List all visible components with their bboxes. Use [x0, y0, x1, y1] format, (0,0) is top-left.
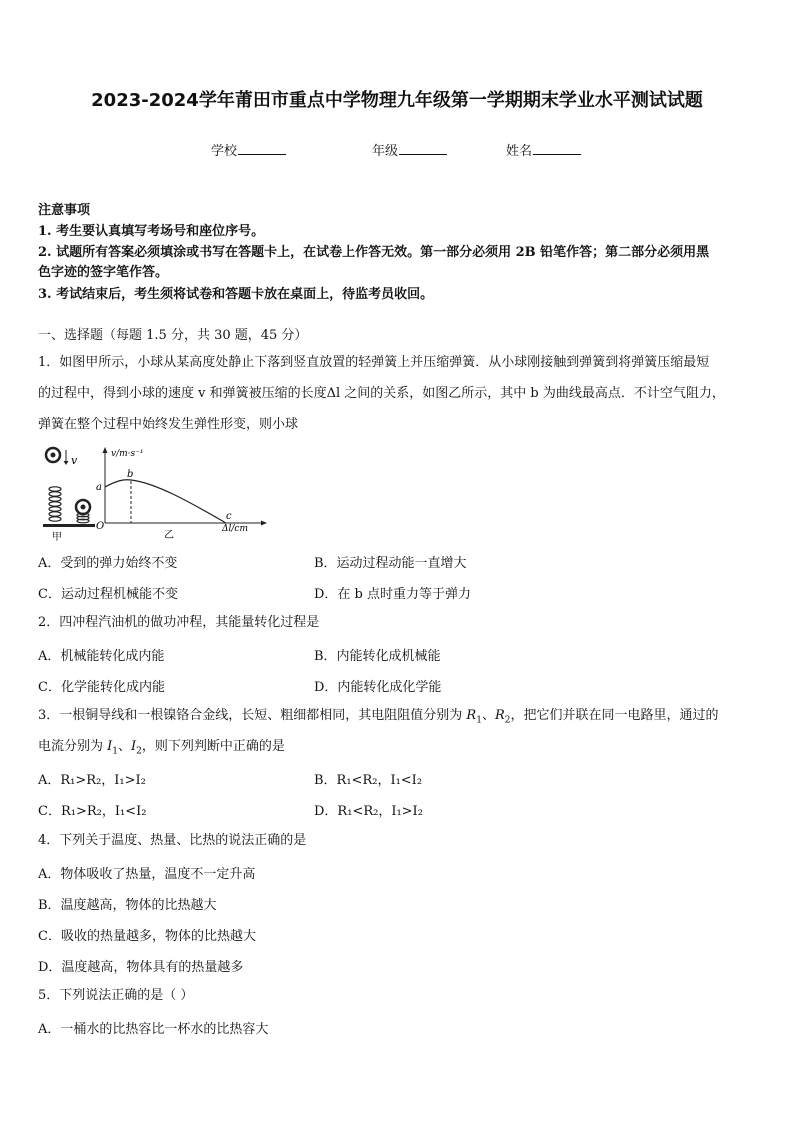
- q1-option-d[interactable]: D．在 b 点时重力等于弹力: [314, 587, 472, 602]
- grade-label: 年级: [372, 144, 399, 159]
- q3-option-b[interactable]: B．R₁<R₂，I₁<I₂: [314, 773, 423, 788]
- q1-option-a[interactable]: A．受到的弹力始终不变: [38, 556, 178, 571]
- q1-stem-line-2: 的过程中，得到小球的速度 v 和弹簧被压缩的长度Δl 之间的关系，如图乙所示，其中 b 为曲线最高点．不计空气阻力，: [38, 386, 725, 401]
- q3-option-c[interactable]: C．R₁>R₂，I₁<I₂: [38, 804, 147, 819]
- q3-option-a[interactable]: A．R₁>R₂，I₁>I₂: [38, 773, 146, 788]
- q1-option-c[interactable]: C．运动过程机械能不变: [38, 587, 178, 602]
- q2-option-d[interactable]: D．内能转化成化学能: [314, 680, 442, 695]
- q1-figure: [38, 445, 278, 545]
- q5-stem: 5．下列说法正确的是（ ）: [38, 988, 194, 1003]
- q2-option-b[interactable]: B．内能转化成机械能: [314, 649, 441, 664]
- origin-label: O: [96, 521, 105, 532]
- point-a-label: a: [96, 482, 102, 493]
- q3-stem-text-d: ，则下列判断中正确的是: [141, 739, 285, 754]
- notice-item-2-cont: 色字迹的签字笔作答。: [38, 265, 169, 280]
- y-axis-label: v/m·s⁻¹: [111, 449, 144, 459]
- q1-option-b[interactable]: B．运动过程动能一直增大: [314, 556, 467, 571]
- q1-stem-line-3: 弹簧在整个过程中始终发生弹性形变，则小球: [38, 417, 299, 432]
- name-label: 姓名: [506, 144, 533, 159]
- velocity-arrow-head: [64, 461, 69, 465]
- name-blank[interactable]: [533, 142, 581, 155]
- q3-stem-line-1: 3．一根铜导线和一根镍铬合金线，长短、粗细都相同，其电阻阻值分别为 $R_1$、$R_2$，把它们并联在同一电路里，通过的: [38, 708, 719, 726]
- q3-stem-text-b: ，把它们并联在同一电路里，通过的: [510, 708, 719, 723]
- q1-stem-line-1: 1．如图甲所示，小球从某高度处静止下落到竖直放置的轻弹簧上并压缩弹簧．从小球刚接触到弹簧到将弹簧压缩最短: [38, 355, 710, 370]
- q4-option-c[interactable]: C．吸收的热量越多，物体的比热越大: [38, 929, 256, 944]
- notice-item-3: 3. 考试结束后，考生须将试卷和答题卡放在桌面上，待监考员收回。: [38, 287, 434, 302]
- label-jia: 甲: [52, 532, 62, 543]
- notice-item-2: 2. 试题所有答案必须填涂或书写在答题卡上，在试卷上作答无效。第一部分必须用 2B 铅笔作答；第二部分必须用黑: [38, 245, 710, 260]
- point-b-label: b: [127, 469, 134, 480]
- q3-stem-text-a: 3．一根铜导线和一根镍铬合金线，长短、粗细都相同，其电阻阻值分别为: [38, 708, 467, 723]
- q4-option-d[interactable]: D．温度越高，物体具有的热量越多: [38, 960, 244, 975]
- q3-stem-text-c: 电流分别为: [38, 739, 108, 754]
- grade-blank[interactable]: [399, 142, 447, 155]
- y-axis-arrow: [103, 447, 108, 453]
- spring-icon: [49, 487, 61, 521]
- q3-option-d[interactable]: D．R₁<R₂，I₁>I₂: [314, 804, 423, 819]
- school-blank[interactable]: [238, 142, 286, 155]
- ground-base: [43, 524, 95, 527]
- section-heading: 一、选择题（每题 1.5 分，共 30 题，45 分）: [38, 328, 308, 343]
- q2-option-a[interactable]: A．机械能转化成内能: [38, 649, 165, 664]
- q3-stem-line-2: 电流分别为 $I_1$、$I_2$，则下列判断中正确的是: [38, 739, 285, 757]
- notice-item-1: 1. 考生要认真填写考场号和座位序号。: [38, 224, 265, 239]
- v-label: v: [71, 454, 78, 467]
- q1-figure-svg: [38, 445, 278, 545]
- q2-stem: 2．四冲程汽油机的做功冲程，其能量转化过程是: [38, 615, 320, 630]
- grade-field[interactable]: [372, 140, 447, 159]
- x-axis-arrow: [261, 521, 267, 526]
- page-title: 2023-2024学年莆田市重点中学物理九年级第一学期期末学业水平测试试题: [91, 90, 703, 111]
- q2-option-c[interactable]: C．化学能转化成内能: [38, 680, 165, 695]
- q4-option-a[interactable]: A．物体吸收了热量，温度不一定升高: [38, 867, 256, 882]
- name-field[interactable]: [506, 140, 581, 159]
- q5-option-a[interactable]: A．一桶水的比热容比一杯水的比热容大: [38, 1022, 269, 1037]
- q4-option-b[interactable]: B．温度越高，物体的比热越大: [38, 898, 217, 913]
- q4-stem: 4．下列关于温度、热量、比热的说法正确的是: [38, 833, 307, 848]
- ball-center: [51, 453, 56, 458]
- x-axis-label: Δl/cm: [222, 524, 248, 534]
- school-field[interactable]: [211, 140, 286, 159]
- label-yi: 乙: [164, 530, 174, 541]
- school-label: 学校: [211, 144, 238, 159]
- velocity-curve: [105, 480, 226, 523]
- point-c-label: c: [226, 511, 232, 522]
- notice-heading: 注意事项: [38, 203, 91, 218]
- ball-on-spring-center: [81, 505, 86, 510]
